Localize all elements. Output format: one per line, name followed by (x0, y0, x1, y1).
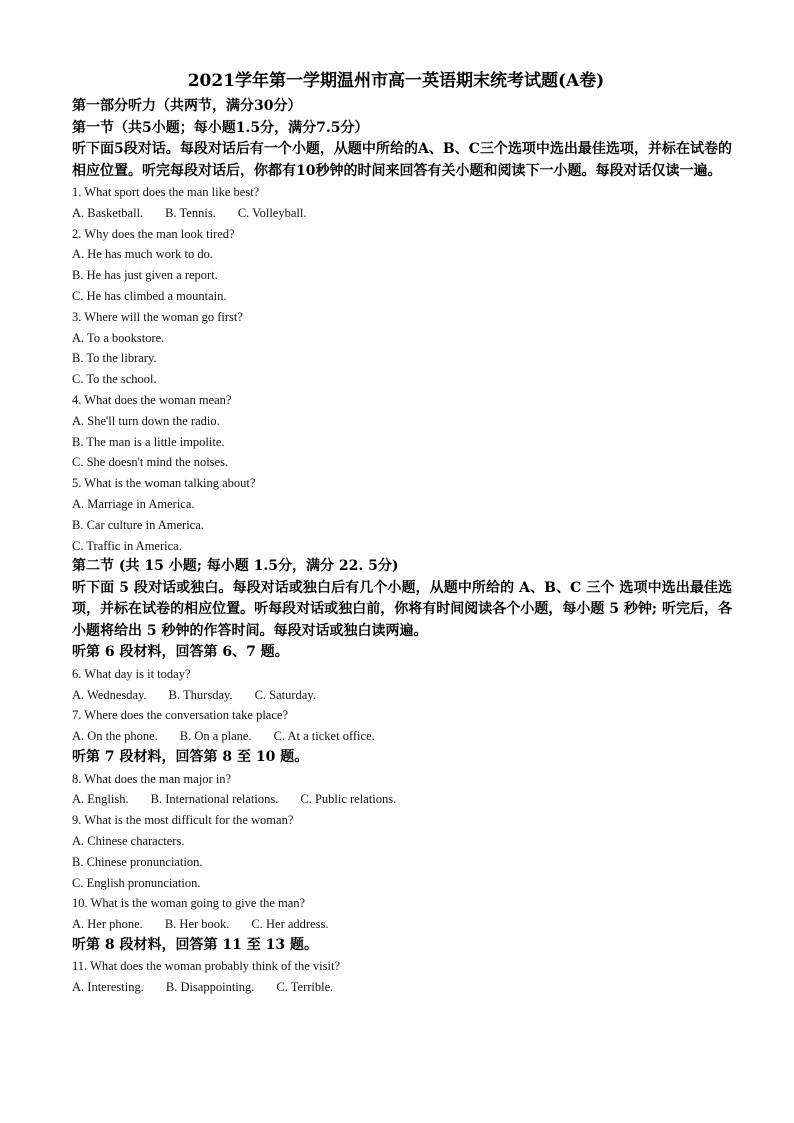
question-6-stem: 6. What day is it today? (72, 666, 191, 681)
question-3-option-a: A. To a bookstore. (72, 330, 165, 345)
part1-heading: 第一部分听力（共两节，满分30分） (72, 98, 302, 114)
section1-heading: 第一节（共5小题；每小题1.5分，满分7.5分） (72, 119, 369, 136)
section2-heading: 第二节 (共 15 小题; 每小题 1.5分，满分 22. 5分) (72, 558, 399, 575)
question-8-options (72, 789, 732, 810)
question-10-option-b: B. Her book. (164, 917, 230, 932)
material-6-heading: 听第 6 段材料，回答第 6、7 题。 (72, 644, 289, 661)
question-7-option-a: A. On the phone. (72, 729, 158, 744)
question-7-option-b: B. On a plane. (179, 729, 252, 744)
question-9-option-c: C. English pronunciation. (72, 875, 201, 890)
question-8-option-a: A. English. (72, 792, 129, 807)
question-3-stem: 3. Where will the woman go first? (72, 309, 243, 324)
material-8-heading: 听第 8 段材料，回答第 11 至 13 题。 (72, 936, 318, 953)
section2-instructions: 听下面 5 段对话或独白。每段对话或独白后有几个小题，从题中所给的 A、B、C 三个 选项中选出最佳选项，并标在试卷的相应位置。听每段对话或独白前，你将有时间阅读各个小题，每小题 5 秒钟; 听完后，各小题将给出 5 秒钟的作答时间。每段对话或独白读两遍。 (72, 579, 732, 639)
question-2-option-c: C. He has climbed a mountain. (72, 288, 227, 303)
question-9-stem: 9. What is the most difficult for the woman? (72, 813, 294, 828)
question-2-stem: 2. Why does the man look tired? (72, 226, 235, 241)
question-9-option-a: A. Chinese characters. (72, 833, 185, 848)
question-1-option-c: C. Volleyball. (237, 205, 307, 220)
material-7-heading: 听第 7 段材料，回答第 8 至 10 题。 (72, 749, 309, 766)
question-8-option-b: B. International relations. (150, 792, 279, 807)
question-7-stem: 7. Where does the conversation take place? (72, 708, 288, 723)
question-2-option-a: A. He has much work to do. (72, 247, 213, 262)
question-6-option-a: A. Wednesday. (72, 687, 147, 702)
question-6-option-b: B. Thursday. (168, 687, 233, 702)
question-5-option-a: A. Marriage in America. (72, 496, 195, 511)
question-10-option-c: C. Her address. (251, 917, 329, 932)
question-7-options (72, 726, 732, 747)
question-4-stem: 4. What does the woman mean? (72, 392, 232, 407)
question-7-option-c: C. At a ticket office. (273, 729, 375, 744)
question-11-option-b: B. Disappointing. (165, 980, 255, 995)
question-2-option-b: B. He has just given a report. (72, 268, 218, 283)
question-10-option-a: A. Her phone. (72, 917, 143, 932)
question-8-stem: 8. What does the man major in? (72, 771, 232, 786)
question-10-options (72, 914, 732, 935)
exam-title: 2021学年第一学期温州市高一英语期末统考试题(A卷) (187, 71, 605, 91)
question-8-option-c: C. Public relations. (300, 792, 397, 807)
question-1-stem: 1. What sport does the man like best? (72, 185, 260, 199)
exam-page (72, 66, 732, 998)
question-5-option-b: B. Car culture in America. (72, 517, 204, 532)
question-4-option-a: A. She'll turn down the radio. (72, 413, 220, 428)
question-11-options (72, 977, 732, 998)
question-1-option-a: A. Basketball. (72, 205, 144, 220)
question-3-option-c: C. To the school. (72, 372, 157, 387)
section1-instructions: 听下面5段对话。每段对话后有一个小题，从题中所给的A、B、C三个选项中选出最佳选项，并标在试卷的相应位置。听完每段对话后，你都有10秒钟的时间来回答有关小题和阅读下一小题。每段对话仅读一遍。 (72, 141, 732, 179)
question-4-option-c: C. She doesn't mind the noises. (72, 455, 229, 470)
question-11-option-a: A. Interesting. (72, 980, 144, 995)
question-5-option-c: C. Traffic in America. (72, 538, 182, 553)
question-11-stem: 11. What does the woman probably think of the visit? (72, 959, 341, 974)
question-1-option-b: B. Tennis. (165, 205, 216, 220)
question-1-options (72, 203, 732, 224)
question-5-stem: 5. What is the woman talking about? (72, 476, 256, 491)
question-6-option-c: C. Saturday. (254, 687, 316, 702)
question-3-option-b: B. To the library. (72, 351, 157, 366)
question-9-option-b: B. Chinese pronunciation. (72, 854, 203, 869)
question-11-option-c: C. Terrible. (276, 980, 334, 995)
question-4-option-b: B. The man is a little impolite. (72, 434, 225, 449)
question-10-stem: 10. What is the woman going to give the man? (72, 896, 306, 911)
question-6-options (72, 685, 732, 706)
